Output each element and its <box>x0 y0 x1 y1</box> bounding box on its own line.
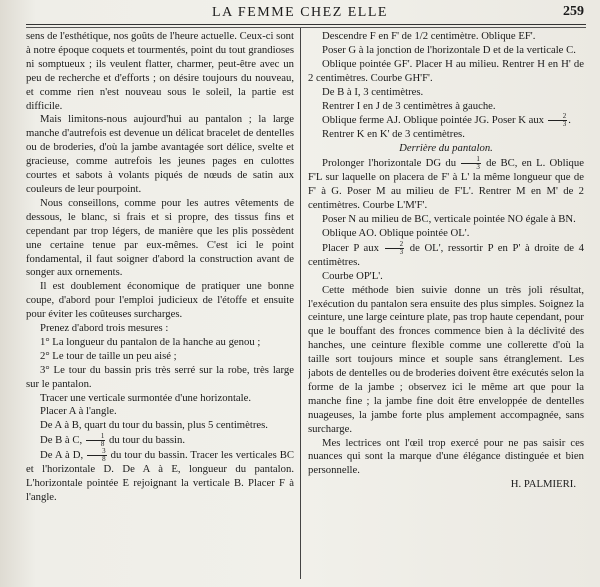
text-run: De B à C, <box>40 434 83 447</box>
paragraph: Placer A à l'angle. <box>40 405 117 418</box>
right-column <box>308 30 584 583</box>
section-subtitle: Derrière du pantalon. <box>399 142 493 155</box>
paragraph: Prenez d'abord trois mesures : <box>40 322 169 335</box>
paragraph <box>308 241 584 270</box>
left-column <box>26 30 294 583</box>
fraction-denominator: 8 <box>100 440 105 449</box>
fraction-numerator: 1 <box>86 433 106 441</box>
paragraph <box>26 433 294 448</box>
paragraph: De B à I, 3 centimètres. <box>322 85 424 98</box>
paragraph: Rentrer K en K' de 3 centimètres. <box>322 128 465 141</box>
header-rule-secondary <box>26 27 586 28</box>
paragraph: Tracer une verticale surmontée d'une horizontale. <box>40 391 252 404</box>
fraction-numerator: 1 <box>461 156 481 164</box>
fraction-numerator: 2 <box>548 113 568 121</box>
paragraph: Poser N au milieu de BC, verticale pointée NO égale à BN. <box>322 212 576 225</box>
paragraph: Nous conseillons, comme pour les autres vêtements de dessous, le blanc, si frais et si propre, des tissus fins et cependant par trop légers, de manière que les plis possèdent une certaine tenue par eux-mêmes. C'est ici le point fondamental, il faut soigner d'abord la construction avant de songer aux ornements. <box>26 196 294 279</box>
text-run: Prolonger l'horizontale DG du <box>322 157 457 170</box>
paragraph: Descendre F en F' de 1/2 centimètre. Oblique EF'. <box>322 30 536 42</box>
fraction <box>461 156 481 171</box>
fraction-denominator: 3 <box>399 247 404 256</box>
fraction <box>86 433 106 448</box>
paragraph <box>308 113 584 128</box>
paragraph: Il est doublement économique de pratiquer une bonne coupe, d'abord pour l'emploi judicieux de l'étoffe et ensuite pour éviter les coûteuses surcharges. <box>26 280 294 321</box>
fraction <box>87 448 107 463</box>
paragraph: Oblique pointée GF'. Placer H au milieu. Rentrer H en H' de 2 centimètres. Courbe GH'F'. <box>308 57 584 84</box>
author-signature: H. PALMIERI. <box>510 478 576 491</box>
text-run: de OL', ressortir P en P' à droite de 4 centimètres. <box>308 241 584 268</box>
text-run: du tour du bassin. <box>109 434 185 447</box>
header-rule <box>26 24 586 25</box>
paragraph: sens de l'esthétique, nos goûts de l'heure actuelle. Ceux-ci sont à notre époque coquets et tourmentés, point du tout grandioses ni somptueux ; ils veulent flatter, charmer, peut-être avec un peu de recherche et d'efforts ; on désire toujours du nouveau, et comme rien n'est nouveau sous le soleil, la partie est difficile. <box>26 30 294 112</box>
fraction <box>385 241 405 256</box>
paragraph: De A à B, quart du tour du bassin, plus 5 centimètres. <box>40 419 268 432</box>
text-run: Oblique ferme AJ. Oblique pointée JG. Poser K aux <box>322 114 545 127</box>
text-run: de BC, en L. Oblique F'L sur laquelle on placera de F' à L' la même longueur que de F' à G. Poser M au milieu de F'L'. Rentrer M en M' de 2 centimètres. Courbe L'M'F'. <box>308 157 584 212</box>
fraction-denominator: 3 <box>476 163 480 172</box>
measure-item: 1° La longueur du pantalon de la hanche au genou ; <box>40 335 261 348</box>
fraction-denominator: 8 <box>102 455 106 464</box>
paragraph <box>308 156 584 213</box>
paragraph: Rentrer I en J de 3 centimètres à gauche. <box>322 99 496 112</box>
page-number: 259 <box>563 4 584 19</box>
measure-item: 3° Le tour du bassin pris très serré sur la robe, très large sur le pantalon. <box>26 363 294 390</box>
fraction-numerator: 3 <box>87 448 107 456</box>
text-run: du tour du bassin. Tracer les verticales BC et l'horizontale D. De A à E, longueur du pantalon. L'horizontale pointée E rejoignant la verticale B. Placer F à l'angle. <box>26 449 294 504</box>
running-title: LA FEMME CHEZ ELLE <box>212 5 388 20</box>
paragraph: Courbe OP'L'. <box>322 269 383 282</box>
fraction-numerator: 2 <box>385 241 405 249</box>
column-divider <box>300 28 301 579</box>
paragraph <box>26 448 294 505</box>
paragraph: Poser G à la jonction de l'horizontale D et de la verticale C. <box>322 43 576 56</box>
measure-item: 2° Le tour de taille un peu aisé ; <box>40 349 177 362</box>
fraction <box>548 113 568 128</box>
text-run: Placer P aux <box>322 241 379 254</box>
paragraph: Cette méthode bien suivie donne un très joli résultat, l'exécution du pantalon sera ensuite des plus simples. Soignez la ceinture, une large ceinture plate, pas trop haute cependant, pour que le bouffant des fronces commence bien à la déclivité des hanches, une ceinture flexible comme une collerette d'où la taille sort toujours mince et souple sans étranglement. Les jabots de dentelles ou de broderies doivent être exécutés selon la forme de la jambe ; observez ici le même art que pour la manche fine ; la jambe fine doit être enveloppée de dentelles nuageuses, la jambe forte plus amplement accompagnée, sans surcharge. <box>308 283 584 435</box>
paragraph: Mes lectrices ont l'œil trop exercé pour ne pas saisir ces nuances qui sont la marque d'une élégance distinguée et bien personnelle. <box>308 436 584 477</box>
text-run: . <box>568 114 571 127</box>
page-header <box>0 0 600 24</box>
fraction-denominator: 3 <box>562 120 567 129</box>
text-run: De A à D, <box>40 449 84 462</box>
paragraph: Mais limitons-nous aujourd'hui au pantalon ; la large manche d'autrefois est devenue un délicat bracelet de dentelles ou de broderies, d'où la jambe avantagée sort délice, svelte et gracieuse, comme autrefois les jeunes pages en culottes courtes et sabots à volants piqués de nœuds de satin aux couleurs de leur pourpoint. <box>26 113 294 195</box>
paragraph: Oblique AO. Oblique pointée OL'. <box>322 226 470 239</box>
